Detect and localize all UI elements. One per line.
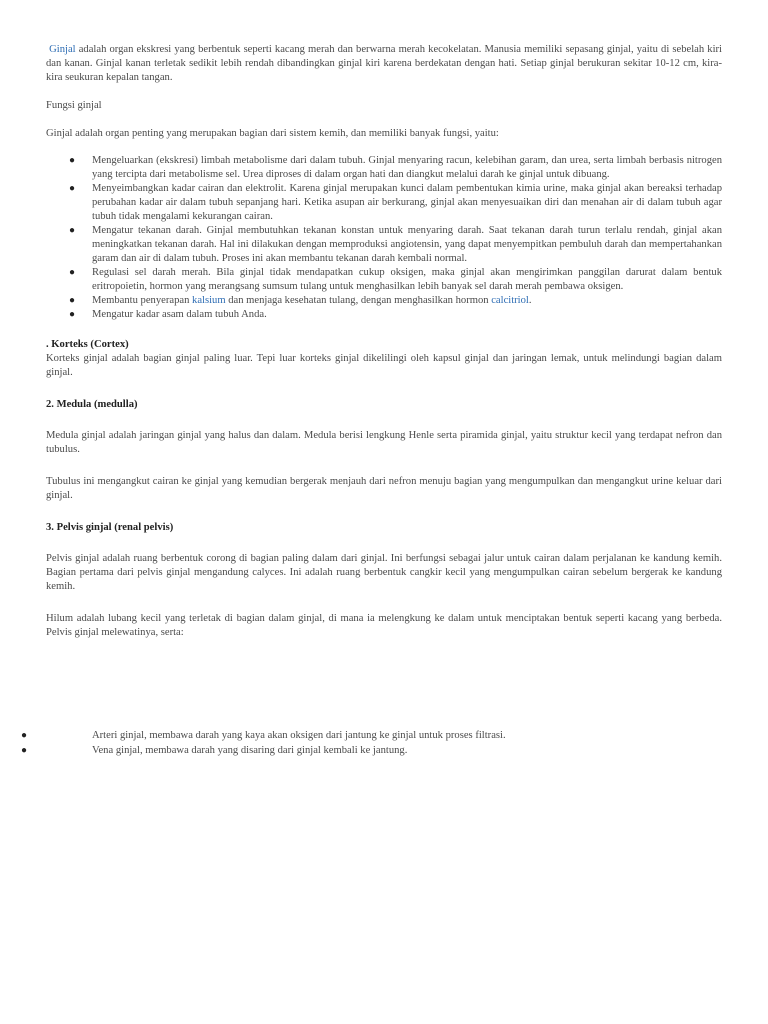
korteks-paragraph: Korteks ginjal adalah bagian ginjal paling luar. Tepi luar korteks ginjal dikelilingi oleh kapsul ginjal dan jaringan lemak, untuk melindungi bagian dalam ginjal.	[46, 353, 722, 378]
list-item-text: Arteri ginjal, membawa darah yang kaya akan oksigen dari jantung ke ginjal untuk proses filtrasi.	[92, 730, 506, 741]
bullet-icon: ●	[69, 267, 76, 278]
list-item	[46, 224, 722, 266]
list-item	[46, 294, 722, 308]
list-item-text: Regulasi sel darah merah. Bila ginjal tidak mendapatkan cukup oksigen, maka ginjal akan mengirimkan panggilan darurat dalam bentuk eritropoietin, hormon yang merangsang sumsum tulang untuk menghasilkan lebih banyak sel darah merah pembawa oksigen.	[92, 267, 722, 292]
vessels-list	[0, 729, 768, 759]
list-item	[46, 182, 722, 224]
fungsi-list	[46, 154, 722, 322]
bullet-icon: ●	[69, 309, 76, 320]
fungsi-heading: Fungsi ginjal	[46, 100, 102, 111]
intro-text: adalah organ ekskresi yang berbentuk seperti kacang merah dan berwarna merah kecokelatan. Manusia memiliki sepasang ginjal, yaitu di sebelah kiri dan kanan. Ginjal kanan terletak sedikit lebih rendah dibandingkan ginjal kiri karena berdekatan dengan hati. Setiap ginjal berukuran sekitar 10-12 cm, kira-kira seukuran kepalan tangan.	[46, 44, 722, 83]
list-item	[46, 308, 722, 322]
bullet-icon: ●	[69, 225, 76, 236]
list-item-text: Vena ginjal, membawa darah yang disaring dari ginjal kembali ke jantung.	[92, 745, 408, 756]
bullet-icon: ●	[69, 183, 76, 194]
list-item-text-after: .	[528, 295, 532, 306]
bullet-icon: ●	[69, 295, 76, 306]
pelvis-heading: 3. Pelvis ginjal (renal pelvis)	[46, 522, 174, 533]
list-item-text: Mengeluarkan (ekskresi) limbah metabolisme dari dalam tubuh. Ginjal menyaring racun, kelebihan garam, dan urea, serta limbah berbasis nitrogen yang tercipta dari metabolisme sel. Urea diproses di dalam organ hati dan diangkut melalui darah ke ginjal untuk dibuang.	[92, 155, 722, 180]
bullet-icon: ●	[69, 155, 76, 166]
bullet-icon: ●	[21, 730, 28, 741]
ginjal-link[interactable]: Ginjal	[49, 44, 76, 55]
kalsium-link[interactable]: kalsium	[192, 295, 226, 306]
calcitriol-link[interactable]: calcitriol	[491, 295, 529, 306]
list-item-text: Mengatur tekanan darah. Ginjal membutuhkan tekanan konstan untuk menyaring darah. Saat tekanan darah turun terlalu rendah, ginjal akan meningkatkan tekanan darah. Hal ini dilakukan dengan memproduksi angiotensin, yang dapat menyempitkan pembuluh darah dan mempertahankan garam dan air di dalam tubuh. Proses ini akan membantu tekanan darah kembali normal.	[92, 225, 722, 264]
intro-paragraph	[46, 43, 722, 85]
pelvis-paragraph-1: Pelvis ginjal adalah ruang berbentuk corong di bagian paling dalam dari ginjal. Ini berfungsi sebagai jalur untuk cairan dalam perjalanan ke kandung kemih. Bagian pertama dari pelvis ginjal mengandung calyces. Ini adalah ruang berbentuk cangkir kecil yang mengumpulkan cairan sebelum bergerak ke kandung kemih.	[46, 553, 722, 592]
list-item-text: Mengatur kadar asam dalam tubuh Anda.	[92, 309, 267, 320]
fungsi-lead: Ginjal adalah organ penting yang merupakan bagian dari sistem kemih, dan memiliki banyak fungsi, yaitu:	[46, 128, 499, 139]
document-content	[46, 43, 722, 640]
list-item	[46, 154, 722, 182]
list-item-text: Menyeimbangkan kadar cairan dan elektrolit. Karena ginjal merupakan kunci dalam pembentukan kimia urine, maka ginjal akan bereaksi terhadap perubahan kadar air dalam tubuh sepanjang hari. Ketika asupan air berkurang, ginjal akan menyesuaikan diri dan menahan air di dalam tubuh agar tubuh tidak mengalami kekurangan cairan.	[92, 183, 722, 222]
medula-paragraph-2: Tubulus ini mengangkut cairan ke ginjal yang kemudian bergerak menjauh dari nefron menuju bagian yang mengumpulkan dan mengangkut urine keluar dari ginjal.	[46, 476, 722, 501]
list-item	[46, 266, 722, 294]
pelvis-paragraph-2: Hilum adalah lubang kecil yang terletak di bagian dalam ginjal, di mana ia melengkung ke dalam untuk menciptakan bentuk seperti kacang yang berbeda. Pelvis ginjal melewatinya, serta:	[46, 613, 722, 638]
medula-paragraph-1: Medula ginjal adalah jaringan ginjal yang halus dan dalam. Medula berisi lengkung Henle serta piramida ginjal, yaitu struktur kecil yang terdapat nefron dan tubulus.	[46, 430, 722, 455]
list-item	[0, 729, 768, 744]
medula-heading: 2. Medula (medulla)	[46, 399, 138, 410]
bullet-icon: ●	[21, 745, 28, 756]
korteks-heading: . Korteks (Cortex)	[46, 339, 129, 350]
list-item	[0, 744, 768, 759]
list-item-text-middle: dan menjaga kesehatan tulang, dengan menghasilkan hormon	[225, 295, 492, 306]
list-item-text-before: Membantu penyerapan	[92, 295, 193, 306]
